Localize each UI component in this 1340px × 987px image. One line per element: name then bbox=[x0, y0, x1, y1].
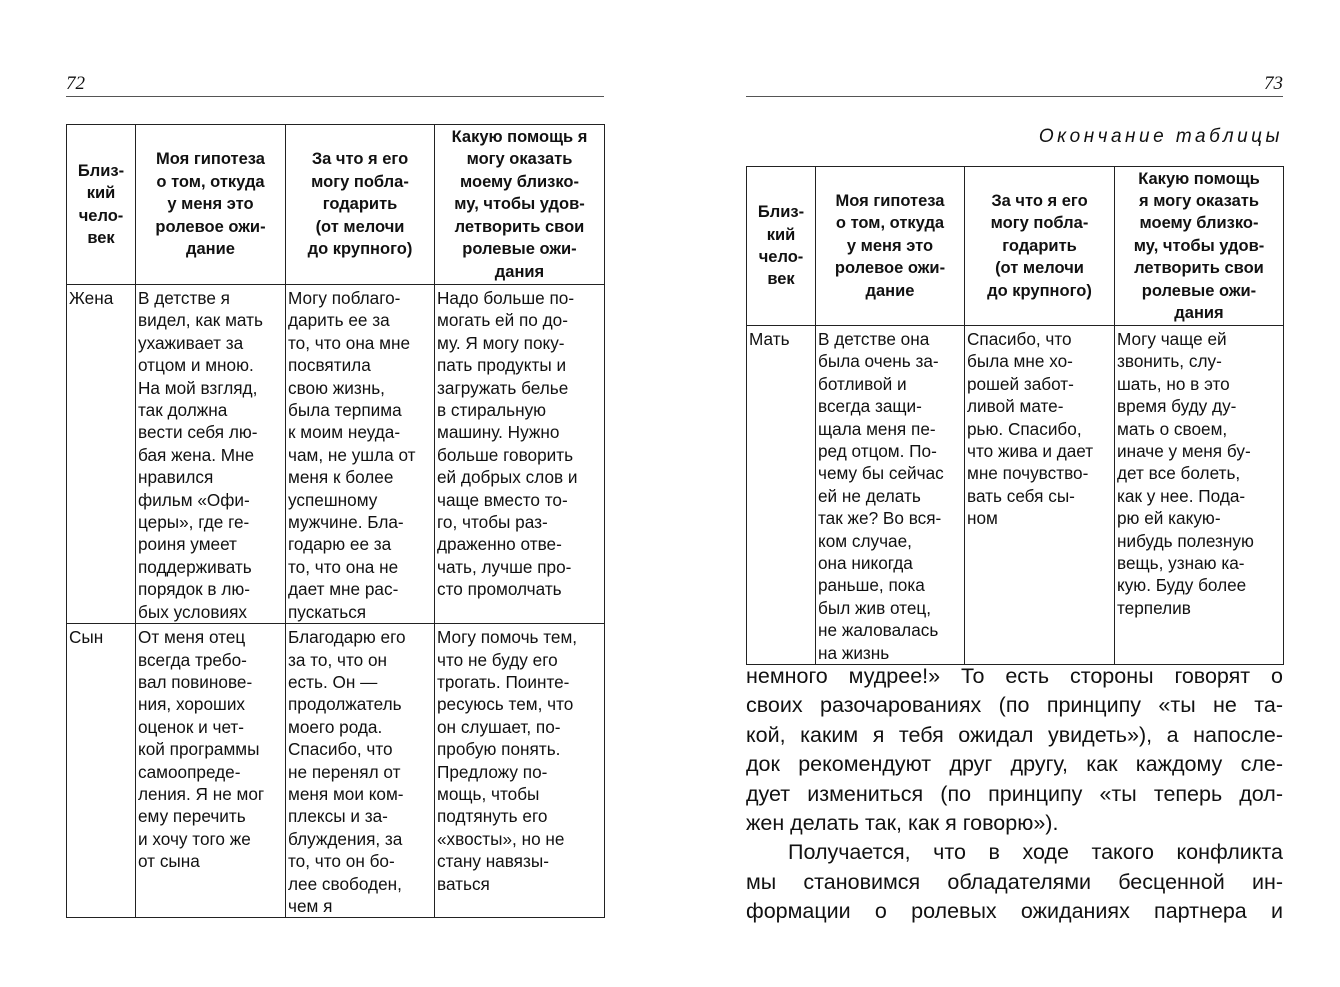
cell-hypothesis: В детстве я видел, как мать ухаживает за отцом и мною. На мой взгляд, так должна вести себя лю- бая жена. Мне нравился фильм «Офи- церы», где ге- роиня умеет поддерживать порядок в лю- бых условиях bbox=[136, 285, 286, 624]
cell-help: Могу чаще ей звонить, слу- шать, но в это время буду ду- мать о своем, иначе у меня бу- дет все болеть, как у нее. Пода- рю ей какую- нибудь полезную вещь, узнаю ка- кую. Буду более терпелив bbox=[1115, 326, 1284, 665]
cell-help: Надо больше по- могать ей по до- му. Я могу поку- пать продукты и загружать белье в стиральную машину. Нужно больше говорить ей добрых слов и чаще вместо то- го, чтобы раз- драженно отве- чать, лучше про- сто промолчать bbox=[435, 285, 605, 624]
header-thanks: За что я его могу побла- годарить (от мелочи до крупного) bbox=[965, 167, 1115, 326]
text-line: Получается, что в ходе такого конфликта bbox=[788, 840, 1283, 865]
text-line: кой, каким я тебя ожидал увидеть»), а напосле- bbox=[746, 722, 1283, 747]
header-help: Какую помощь я могу оказать моему близко- му, чтобы удов- летворить свои ролевые ожи- дания bbox=[1115, 167, 1284, 326]
cell-thanks: Спасибо, что была мне хо- рошей забот- ливой мате- рью. Спасибо, что жива и дает мне почувство- вать себя сы- ном bbox=[965, 326, 1115, 665]
cell-thanks: Могу поблаго- дарить ее за то, что она мне посвятила свою жизнь, была терпима к моим неуда- чам, не ушла от меня к более успешному мужчине. Бла- годарю ее за то, что она не дает мне рас- пускаться bbox=[286, 285, 435, 624]
left-page bbox=[66, 0, 604, 987]
header-person: Близ- кий чело- век bbox=[67, 125, 136, 285]
header-rule bbox=[66, 96, 604, 97]
text-line: дует измениться (по принципу «ты теперь дол- bbox=[746, 781, 1283, 806]
table-continuation-title: Окончание таблицы bbox=[1038, 126, 1283, 147]
header-help: Какую помощь я могу оказать моему близко- му, чтобы удов- летворить свои ролевые ожи- дания bbox=[435, 125, 605, 285]
text-line: своих разочарованиях (по принципу «ты не та- bbox=[746, 693, 1283, 718]
cell-help: Могу помочь тем, что не буду его трогать. Поинте- ресуюсь тем, что он слушает, по- пробую понять. Предложу по- мощь, чтобы подтянуть его «хвосты», но не стану навязы- ваться bbox=[435, 624, 605, 918]
text-line: мы становимся обладателями бесценной ин- bbox=[746, 869, 1283, 894]
header-person: Близ- кий чело- век bbox=[747, 167, 816, 326]
cell-person: Сын bbox=[67, 624, 136, 918]
text-line: жен делать так, как я говорю»). bbox=[746, 811, 1059, 836]
cell-person: Мать bbox=[747, 326, 816, 665]
text-line: формации о ролевых ожиданиях партнера и bbox=[746, 899, 1283, 924]
table-header-row bbox=[747, 167, 1284, 326]
table-row bbox=[67, 624, 605, 918]
cell-hypothesis: От меня отец всегда требо- вал повинове- ния, хороших оценок и чет- кой программы самоопреде- ления. Я не мог ему перечить и хочу того же от сына bbox=[136, 624, 286, 918]
header-hypothesis: Моя гипотеза о том, откуда у меня это ролевое ожи- дание bbox=[136, 125, 286, 285]
header-hypothesis: Моя гипотеза о том, откуда у меня это ролевое ожи- дание bbox=[816, 167, 965, 326]
header-rule bbox=[746, 96, 1283, 97]
table-row bbox=[747, 326, 1284, 665]
role-expectations-table-continued bbox=[746, 166, 1284, 665]
header-thanks: За что я его могу побла- годарить (от мелочи до крупного) bbox=[286, 125, 435, 285]
table-row bbox=[67, 285, 605, 624]
cell-hypothesis: В детстве она была очень за- ботливой и всегда защи- щала меня пе- ред отцом. По- чему бы сейчас ей не делать так же? Во вся- ком случае, она никогда раньше, пока был жив отец, не жаловалась на жизнь bbox=[816, 326, 965, 665]
cell-person: Жена bbox=[67, 285, 136, 624]
body-text bbox=[746, 662, 1283, 927]
right-page bbox=[746, 0, 1283, 987]
page-number: 73 bbox=[1264, 73, 1283, 94]
page-number: 72 bbox=[66, 73, 85, 94]
cell-thanks: Благодарю его за то, что он есть. Он — продолжатель моего рода. Спасибо, что не перенял от меня мои ком- плексы и за- блуждения, за то, что он бо- лее свободен, чем я bbox=[286, 624, 435, 918]
role-expectations-table bbox=[66, 124, 605, 918]
table-header-row bbox=[67, 125, 605, 285]
text-line: док рекомендуют друг другу, как каждому сле- bbox=[746, 752, 1283, 777]
text-line: немного мудрее!» То есть стороны говорят о bbox=[746, 664, 1283, 688]
